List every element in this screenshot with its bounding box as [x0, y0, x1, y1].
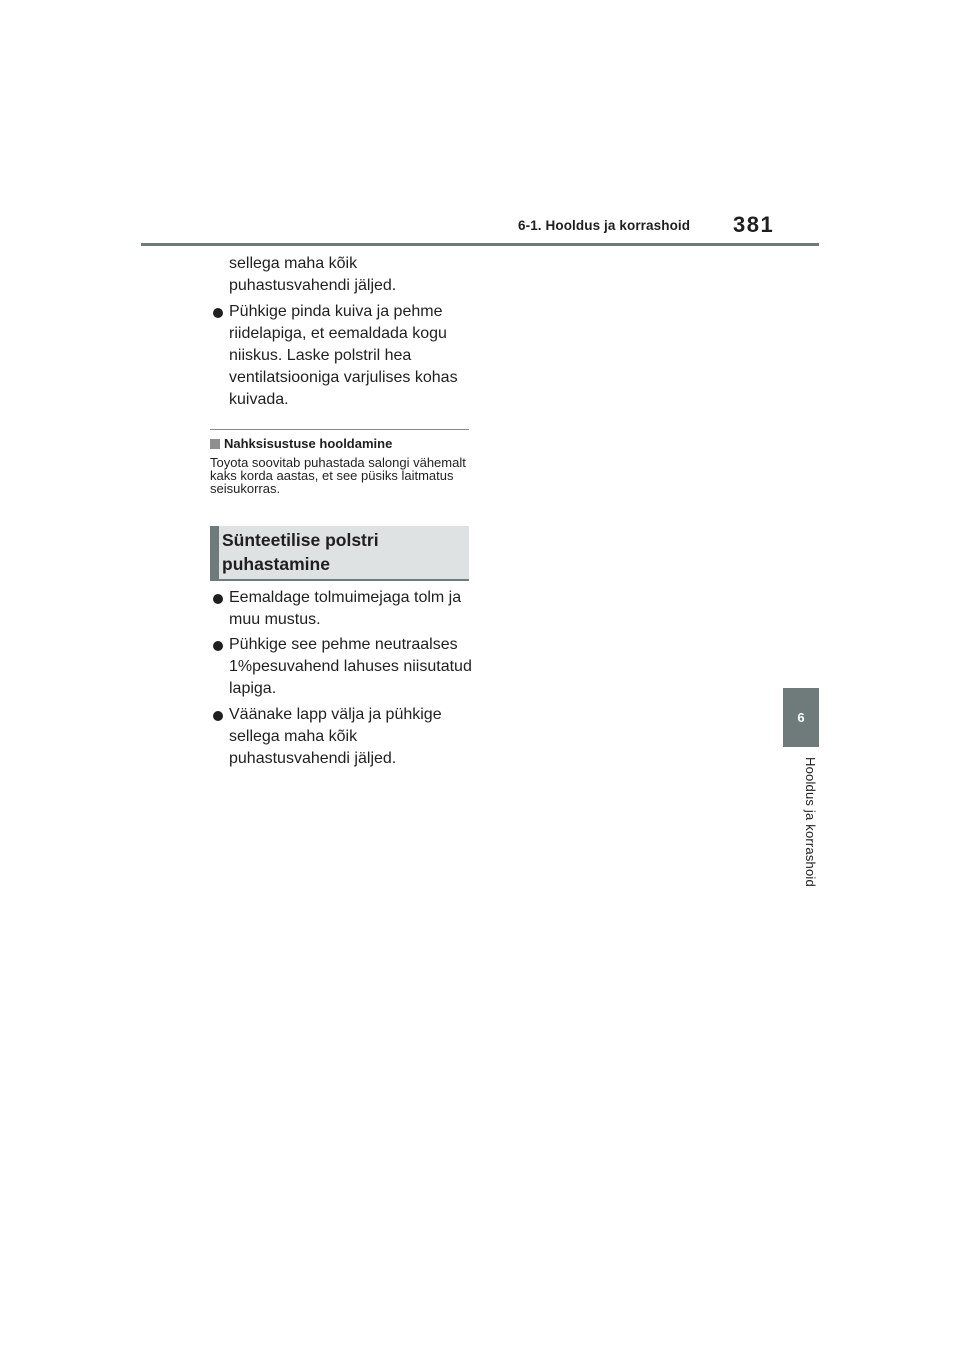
- bullet-text: Eemaldage tolmuimejaga tolm ja muu mustus.: [229, 589, 462, 628]
- bullet-item: [211, 587, 473, 631]
- bullet-item: [211, 704, 473, 770]
- bullet-icon: [213, 711, 223, 721]
- section-header: 6-1. Hooldus ja korrashoid: [518, 218, 691, 233]
- note-body: Toyota soovitab puhastada salongi vähemalt kaks korda aastas, et see püsiks laitmatus seisukorras.: [210, 455, 466, 496]
- bullet-item: [211, 301, 473, 411]
- chapter-title-vertical: Hooldus ja korrashoid: [803, 757, 818, 887]
- bullet-item: [211, 634, 473, 700]
- note-divider: [210, 429, 469, 430]
- header-divider: [141, 243, 819, 246]
- bullet-icon: [213, 641, 223, 651]
- bullet-icon: [213, 308, 223, 318]
- section-heading-box: [210, 526, 469, 581]
- bullet-text: Pühkige pinda kuiva ja pehme riidelapiga, et eemaldada kogu niiskus. Laske polstril hea ventilatsiooniga varjulises kohas kuivada.: [229, 303, 458, 408]
- bullet-text: Pühkige see pehme neutraalses 1%pesuvahend lahuses niisutatud lapiga.: [229, 636, 472, 697]
- section-title: Sünteetilise polstri puhastamine: [222, 530, 379, 574]
- continuation-paragraph: sellega maha kõik puhastusvahendi jäljed.: [229, 255, 397, 294]
- square-icon: [210, 439, 220, 449]
- bullet-icon: [213, 594, 223, 604]
- section-heading-accent: [210, 526, 219, 579]
- note-heading-text: Nahksisustuse hooldamine: [224, 436, 393, 451]
- page-number: 381: [733, 212, 775, 237]
- note-heading: [210, 436, 392, 451]
- bullet-text: Väänake lapp välja ja pühkige sellega maha kõik puhastusvahendi jäljed.: [229, 706, 442, 767]
- chapter-number: 6: [797, 710, 805, 725]
- chapter-tab: [783, 688, 819, 747]
